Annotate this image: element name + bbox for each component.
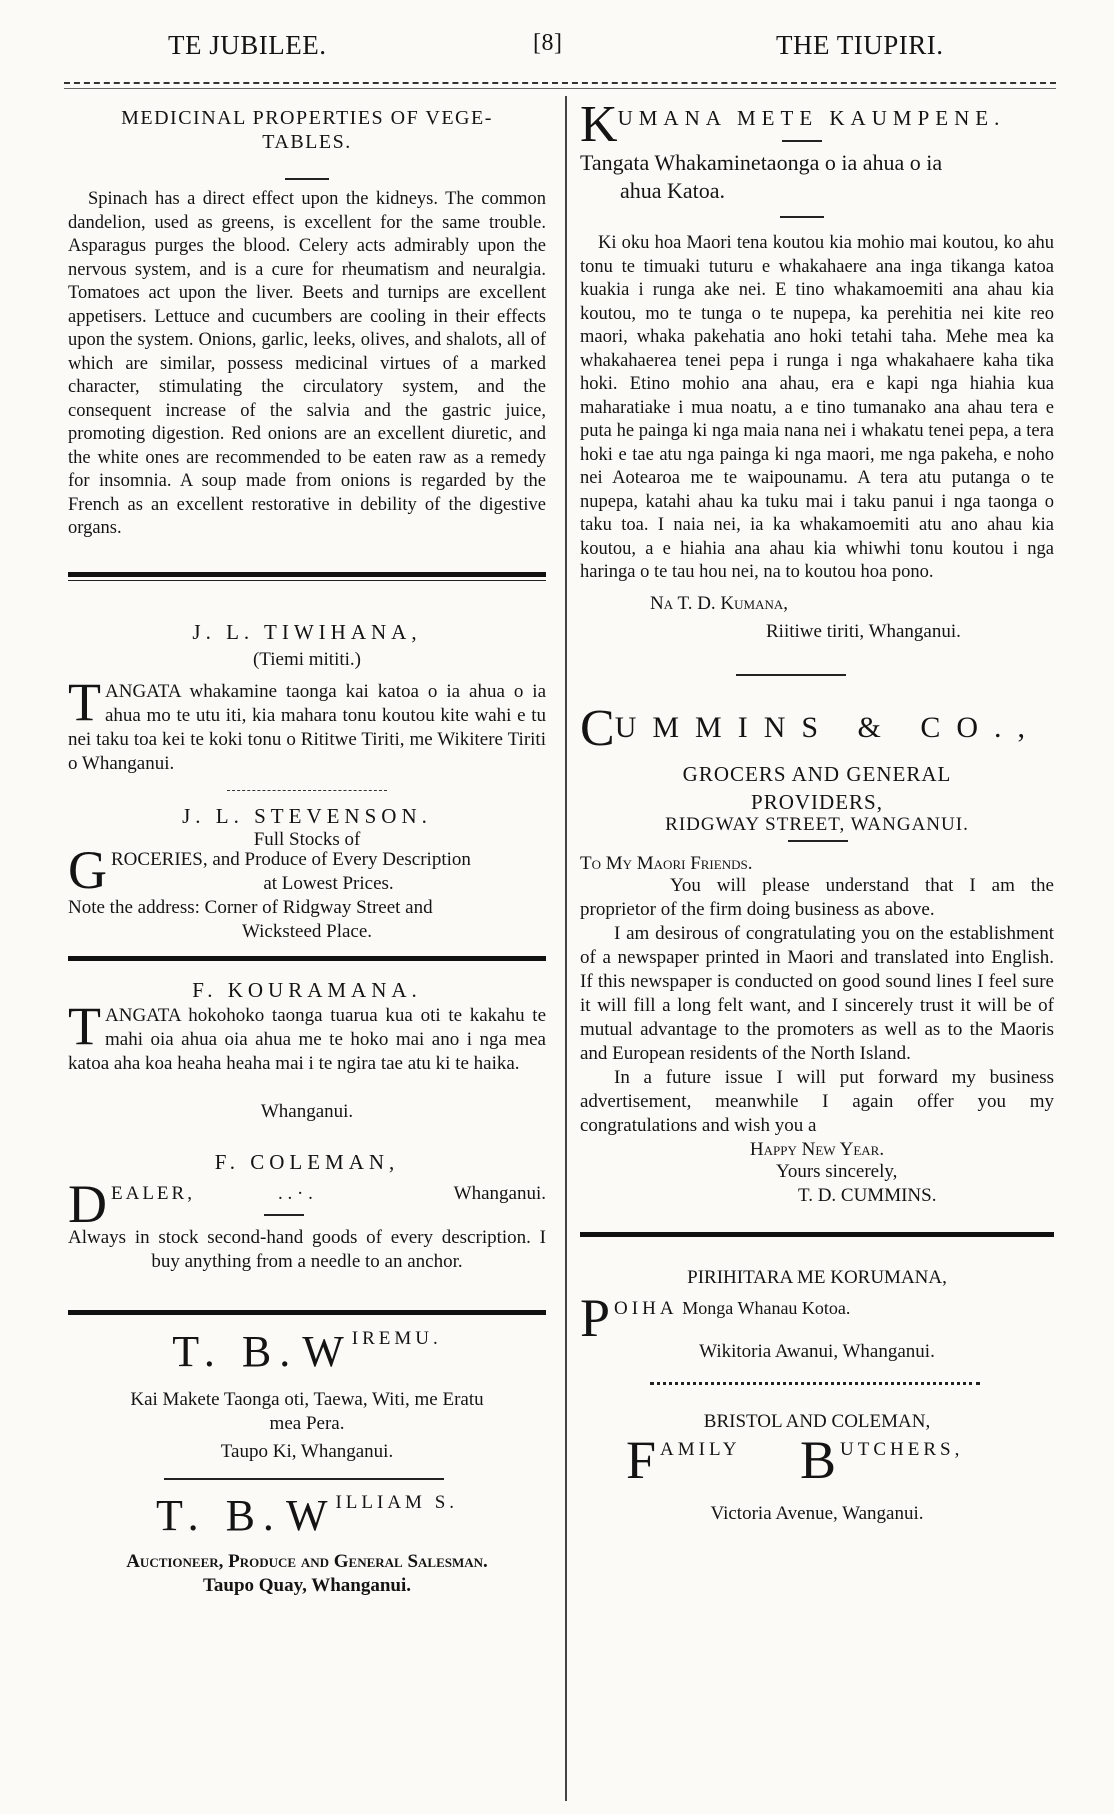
coleman-name: F. COLEMAN, xyxy=(214,1150,400,1174)
kumana-rule xyxy=(780,216,824,218)
cummins-title: UMMINS & CO., xyxy=(614,711,1042,744)
kumana-title: UMANA METE KAUMPENE. xyxy=(617,106,1006,130)
coleman-dots: . . · . xyxy=(278,1183,313,1204)
cummins-salutation: To My Maori Friends. xyxy=(580,853,753,874)
wiremu-line-2: mea Pera. xyxy=(269,1413,345,1434)
bristol-title: BRISTOL AND COLEMAN, xyxy=(703,1411,931,1432)
bristol-heading xyxy=(580,1430,1054,1490)
piri-drop-cap: P xyxy=(580,1288,611,1348)
kouramana-name: F. KOURAMANA. xyxy=(192,978,422,1002)
page-number: [8] xyxy=(533,30,563,56)
masthead-right-title: THE TIUPIRI. xyxy=(776,30,944,60)
cummins-line-3: RIDGWAY STREET, WANGANUI. xyxy=(665,814,969,835)
piri-oiha: OIHA xyxy=(614,1298,678,1319)
kumana-subtitle-1: Tangata Whakaminetaonga o ia ahua o ia xyxy=(580,150,943,175)
williams-line-1: Auctioneer, Produce and General Salesman. xyxy=(126,1551,488,1572)
masthead-rule xyxy=(64,82,1056,84)
williams-initials: T. B. xyxy=(155,1491,282,1540)
section-rule xyxy=(68,1310,546,1315)
masthead xyxy=(0,24,1114,70)
wiremu-line-3: Taupo Ki, Whanganui. xyxy=(220,1441,394,1462)
stevenson-line-1: ROCERIES, and Produce of Every Description xyxy=(111,849,471,870)
kumana-subtitle-2: ahua Katoa. xyxy=(620,178,726,203)
coleman-drop-cap: D xyxy=(68,1174,107,1234)
section-rule xyxy=(164,1478,444,1480)
cummins-yours: Yours sincerely, xyxy=(776,1161,898,1182)
bristol-utchers: UTCHERS, xyxy=(840,1439,964,1460)
kumana-heading xyxy=(580,96,1054,153)
cummins-paragraph-1: You will please understand that I am the proprietor of the firm doing business as above. xyxy=(580,875,1054,920)
cummins-line-1: GROCERS AND GENERAL xyxy=(682,762,952,786)
cummins-paragraph-2: I am desirous of congratulating you on the establishment of a newspaper printed in Maori and translated into English. If this newspaper is conducted on good sound lines I feel sure it will fill a long felt want, and I sincerely trust it will be of mutual advantage to the promoters as well as to the Maoris and European residents of the North Island. xyxy=(580,923,1054,1064)
medicinal-title-rule xyxy=(68,178,546,180)
kouramana-place: Whanganui. xyxy=(260,1101,354,1122)
stevenson-advert xyxy=(68,848,546,944)
coleman-dealer: EALER, xyxy=(111,1183,195,1204)
tiwihana-name: J. L. TIWIHANA, xyxy=(192,620,422,644)
section-rule xyxy=(736,674,846,676)
coleman-place: Whanganui. xyxy=(453,1183,546,1204)
cummins-line-2: PROVIDERS, xyxy=(751,790,883,814)
coleman-body: Always in stock second-hand goods of every description. I buy anything from a needle to an anchor. xyxy=(68,1227,546,1272)
section-rule-thin xyxy=(68,580,546,581)
section-rule xyxy=(580,1232,1054,1237)
wiremu-line-1: Kai Makete Taonga oti, Taewa, Witi, me Eratu xyxy=(130,1389,484,1410)
stevenson-line-2: at Lowest Prices. xyxy=(263,873,394,894)
section-rule xyxy=(68,572,546,577)
bristol-address: Victoria Avenue, Wanganui. xyxy=(710,1503,924,1524)
wiremu-initials: T. B. xyxy=(172,1327,299,1376)
williams-heading xyxy=(68,1490,546,1541)
bristol-amily: AMILY xyxy=(660,1439,741,1460)
wiremu-heading xyxy=(68,1326,546,1377)
cummins-greeting: Happy New Year. xyxy=(749,1139,885,1160)
coleman-dealer-line xyxy=(68,1174,546,1234)
williams-drop-cap: W xyxy=(285,1491,336,1540)
cummins-drop-cap: C xyxy=(580,700,615,757)
cummins-heading xyxy=(580,700,1054,764)
medicinal-article-body: Spinach has a direct effect upon the kidneys. The common dandelion, used as greens, is excellent for the same trouble. Asparagus purges the blood. Celery acts admirably upon the nervous system, and is a cure for rheumatism and neuralgia. Tomatoes act upon the liver. Beets and turnips are excellent appetisers. Lettuce and cucumbers are cooling in their effects upon the system. Onions, garlic, leeks, olives, and shalots, all of which are similar, possess medicinal virtues of a marked character, stimulating the circulatory system, and the consequent increase of the salvia and the gastric juice, promoting digestion. Red onions are an excellent diuretic, and the white ones are recommended to be eaten raw as a remedy for insomnia. A soup made from onions is regarded by the French as an excellent restorative in debility of the digestive organs. xyxy=(68,189,546,538)
medicinal-title: MEDICINAL PROPERTIES OF VEGE-TABLES. xyxy=(121,107,493,153)
piri-title: PIRIHITARA ME KORUMANA, xyxy=(687,1267,947,1288)
coleman-rule xyxy=(264,1214,304,1216)
kouramana-advert xyxy=(68,1004,546,1100)
wiremu-name-rest: IREMU. xyxy=(351,1328,442,1349)
section-rule xyxy=(650,1382,980,1385)
dashed-rule xyxy=(227,790,387,791)
masthead-rule-lower xyxy=(64,88,1056,89)
tiwihana-drop-cap: T xyxy=(68,680,101,732)
piri-line xyxy=(580,1288,1054,1348)
piri-rest: Monga Whanau Kotoa. xyxy=(682,1298,851,1318)
piri-address: Wikitoria Awanui, Whanganui. xyxy=(699,1341,935,1362)
williams-line-2: Taupo Quay, Whanganui. xyxy=(202,1575,412,1596)
stevenson-name: J. L. STEVENSON. xyxy=(182,804,432,828)
kouramana-drop-cap: T xyxy=(68,1004,101,1056)
cummins-signature: T. D. CUMMINS. xyxy=(798,1185,937,1206)
bristol-butchers xyxy=(800,1430,964,1490)
column-separator xyxy=(565,96,567,1801)
cummins-paragraph-3: In a future issue I will put forward my business advertisement, meanwhile I again offer you my congratulations and wish you a xyxy=(580,1067,1054,1136)
wiremu-drop-cap: W xyxy=(302,1327,352,1376)
kumana-title-rule xyxy=(782,140,822,142)
williams-name-rest: ILLIAM S. xyxy=(335,1492,459,1513)
bristol-drop-cap-f: F xyxy=(626,1430,657,1490)
kumana-letter-body: Ki oku hoa Maori tena koutou kia mohio mai koutou, ko ahu tonu te timuaki tuturu e whakahaere ana inga tikanga katoa kuakia i runga ake nei. E tino whakamoemiti ana ahau kia koutou, mo te tunga o te nupepa, ka perehitia nei kite reo maori, whaka pakehatia ano hoki tetahi taha. Mehe mea ka whakahaerea tenei pepa i runga i nga whakahaere kaha tika hoki. Etino mohio ana ahau, era e kapi nga hiahia kua maharatiake i mua noatu, a e tino tumanako ana ahau tera e puta he painga ki nga maia nana nei i whakatu tenei pepa, a tera hoki e tae atu nga painga ki nga maori, me nga pakeha, e noho nei Aotearoa me te waipounamu. A tera atu putanga o te nupepa, katahi ahau ka tuku mai i taku panui i nga taonga o taku toa. I naia nei, ia ka whakamoemiti atu ano ahau kia koutou, a e hiahia ana ahau kia whiwhi tonu koutou i nga haringa o te tau hou nei, na to koutou hoa pono. xyxy=(580,233,1054,582)
bristol-family xyxy=(626,1430,741,1490)
kouramana-body: ANGATA hokohoko taonga tuarua kua oti te kakahu te mahi oia ahua oia ahua me te hoko mai ano i nga mea katoa aha koa heaha heaha mai i te ngira tae atu ki te haika. xyxy=(68,1005,546,1074)
kumana-address: Riitiwe tiriti, Whanganui. xyxy=(766,621,961,642)
bristol-drop-cap-b: B xyxy=(800,1430,837,1490)
stevenson-line-4: Wicksteed Place. xyxy=(241,921,373,942)
stevenson-subtitle: Full Stocks of xyxy=(253,829,361,850)
stevenson-line-3: Note the address: Corner of Ridgway Street and xyxy=(68,897,433,918)
masthead-left-title: TE JUBILEE. xyxy=(168,30,327,60)
kumana-drop-cap: K xyxy=(580,96,618,153)
section-rule xyxy=(68,956,546,961)
tiwihana-subtitle: (Tiemi mititi.) xyxy=(252,649,362,670)
tiwihana-advert xyxy=(68,680,546,776)
tiwihana-body: ANGATA whakamine taonga kai katoa o ia ahua o ia ahua mo te utu iti, kia mahara tonu koutou kite wahi e tu nei taku toa kei te koki tonu o Rititwe Tiriti, me Wikitere Tiriti o Whanganui. xyxy=(68,681,546,774)
cummins-rule xyxy=(788,840,848,842)
kumana-signature: Na T. D. Kumana, xyxy=(650,593,789,614)
stevenson-drop-cap: G xyxy=(68,848,107,900)
